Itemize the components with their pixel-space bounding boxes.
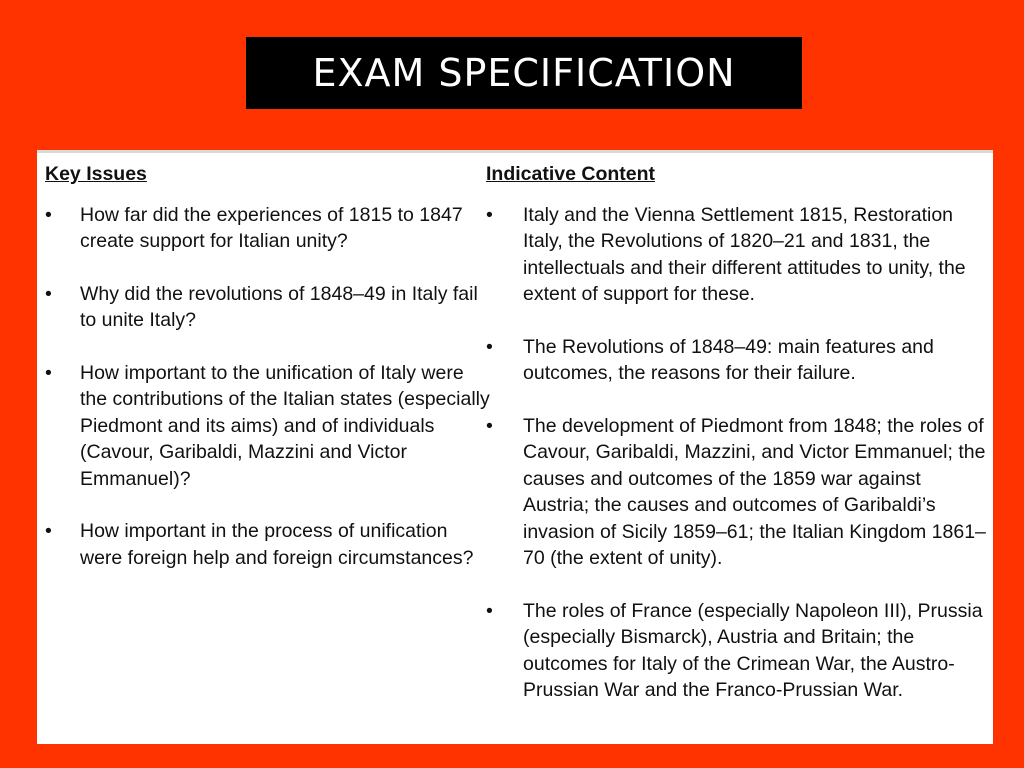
bullet-icon: • <box>486 414 493 437</box>
bullet-icon: • <box>45 282 52 305</box>
bullet-icon: • <box>45 520 52 542</box>
indicative-content-heading: Indicative Content <box>486 163 656 185</box>
list-item <box>45 518 495 571</box>
specification-document <box>37 150 993 744</box>
title-box <box>246 37 802 109</box>
content-text: The development of Piedmont from 1848; the roles of Cavour, Garibaldi, Mazzini, and Victor Emmanuel; the causes and outcomes of the 1859 war against Austria; the causes and outcomes of Garibaldi’s invasion of Sicily 1859–61; the Italian Kingdom 1861–70 (the extent of unity). <box>523 414 986 569</box>
key-issue-text: How important to the unification of Italy were the contributions of the Italian states (especially Piedmont and its aims) and of individuals (Cavour, Garibaldi, Mazzini and Victor Emmanuel)? <box>80 361 490 490</box>
key-issues-heading: Key Issues <box>45 163 147 185</box>
key-issue-text: Why did the revolutions of 1848–49 in Italy fail to unite Italy? <box>80 282 478 331</box>
bullet-icon: • <box>486 203 493 226</box>
key-issues-list <box>45 202 495 572</box>
content-text: The Revolutions of 1848–49: main features and outcomes, the reasons for their failure. <box>523 335 934 384</box>
bullet-icon: • <box>486 599 493 622</box>
list-item <box>486 334 986 387</box>
list-item <box>45 202 495 255</box>
key-issues-column <box>45 161 495 597</box>
list-item <box>45 281 495 334</box>
list-item <box>45 360 495 493</box>
key-issue-text: How far did the experiences of 1815 to 1847 create support for Italian unity? <box>80 203 463 252</box>
content-text: The roles of France (especially Napoleon III), Prussia (especially Bismarck), Austria and Britain; the outcomes for Italy of the Crimean War, the Austro-Prussian War and the Franco-Prussian War. <box>523 599 983 701</box>
list-item <box>486 202 986 308</box>
list-item <box>486 598 986 704</box>
indicative-content-list <box>486 202 986 704</box>
bullet-icon: • <box>45 203 52 226</box>
content-text: Italy and the Vienna Settlement 1815, Restoration Italy, the Revolutions of 1820–21 and 1831, the intellectuals and their different attitudes to unity, the extent of support for these. <box>523 203 966 305</box>
slide-title: EXAM SPECIFICATION <box>312 51 736 95</box>
bullet-icon: • <box>486 335 493 358</box>
key-issue-text: How important in the process of unification were foreign help and foreign circumstances? <box>80 520 474 569</box>
bullet-icon: • <box>45 361 52 384</box>
indicative-content-column <box>486 161 986 730</box>
list-item <box>486 413 986 572</box>
